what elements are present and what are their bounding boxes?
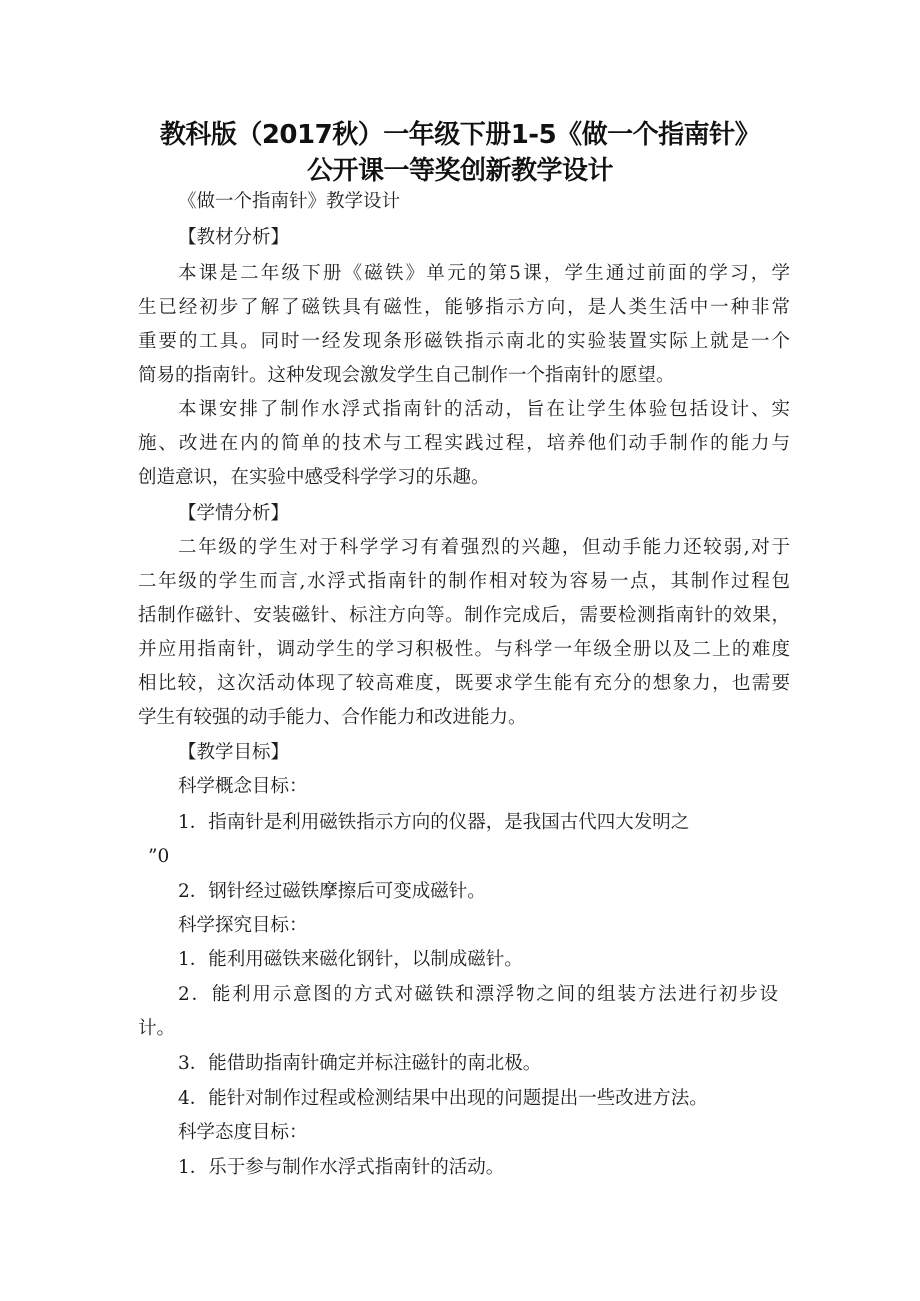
goal-item: 4．能针对制作过程或检测结果中出现的问题提出一些改进方法。 bbox=[178, 1088, 708, 1109]
goal-item-continuation: 计。 bbox=[138, 1018, 176, 1039]
paragraph-line: 简易的指南针。这种发现会激发学生自己制作一个指南针的愿望。 bbox=[138, 365, 675, 386]
goal-item: 2．钢针经过磁铁摩擦后可变成磁针。 bbox=[178, 881, 486, 902]
paragraph-line: 二年级的学生而言,水浮式指南针的制作相对较为容易一点，其制作过程包 bbox=[138, 571, 790, 592]
goal-category-heading: 科学态度目标： bbox=[178, 1122, 308, 1143]
paragraph-line: 施、改进在内的简单的技术与工程实践过程，培养他们动手制作的能力与 bbox=[138, 433, 790, 454]
goal-category-heading: 科学概念目标： bbox=[178, 776, 308, 797]
goal-item: 2．能利用示意图的方式对磁铁和漂浮物之间的组装方法进行初步设 bbox=[178, 984, 778, 1005]
document-title-line-2: 公开课一等奖创新教学设计 bbox=[306, 156, 613, 186]
paragraph-line: 并应用指南针，调动学生的学习积极性。与科学一年级全册以及二上的难度 bbox=[138, 639, 790, 660]
paragraph-line: 本课安排了制作水浮式指南针的活动，旨在让学生体验包括设计、实 bbox=[178, 399, 790, 420]
design-subtitle: 《做一个指南针》教学设计 bbox=[178, 191, 401, 212]
paragraph-line: 创造意识，在实验中感受科学学习的乐趣。 bbox=[138, 467, 490, 488]
goal-item: 1．能利用磁铁来磁化钢针，以制成磁针。 bbox=[178, 949, 523, 970]
paragraph-line: 括制作磁针、安装磁针、标注方向等。制作完成后，需要检测指南针的效果， bbox=[138, 605, 790, 626]
document-title-line-1: 教科版（2017秋）一年级下册1-5《做一个指南针》 bbox=[159, 120, 761, 150]
section-heading-textbook-analysis: 【教材分析】 bbox=[178, 227, 290, 248]
goal-item: 1．乐于参与制作水浮式指南针的活动。 bbox=[178, 1157, 505, 1178]
section-heading-teaching-goals: 【教学目标】 bbox=[178, 742, 290, 763]
goal-item: 3．能借助指南针确定并标注磁针的南北极。 bbox=[178, 1053, 542, 1074]
paragraph-line: 学生有较强的动手能力、合作能力和改进能力。 bbox=[138, 707, 527, 728]
paragraph-line: 相比较，这次活动体现了较高难度，既要求学生能有充分的想象力，也需要 bbox=[138, 673, 790, 694]
paragraph-line: 重要的工具。同时一经发现条形磁铁指示南北的实验装置实际上就是一个 bbox=[138, 331, 790, 352]
goal-item: 1．指南针是利用磁铁指示方向的仪器，是我国古代四大发明之 bbox=[178, 812, 690, 833]
paragraph-line: 二年级的学生对于科学学习有着强烈的兴趣，但动手能力还较弱,对于 bbox=[178, 537, 790, 558]
section-heading-student-analysis: 【学情分析】 bbox=[178, 503, 290, 524]
paragraph-line: 生已经初步了解了磁铁具有磁性，能够指示方向，是人类生活中一种非常 bbox=[138, 297, 790, 318]
goal-item-continuation: ”0 bbox=[148, 846, 170, 867]
goal-category-heading: 科学探究目标： bbox=[178, 915, 308, 936]
paragraph-line: 本课是二年级下册《磁铁》单元的第5课，学生通过前面的学习，学 bbox=[178, 263, 790, 284]
